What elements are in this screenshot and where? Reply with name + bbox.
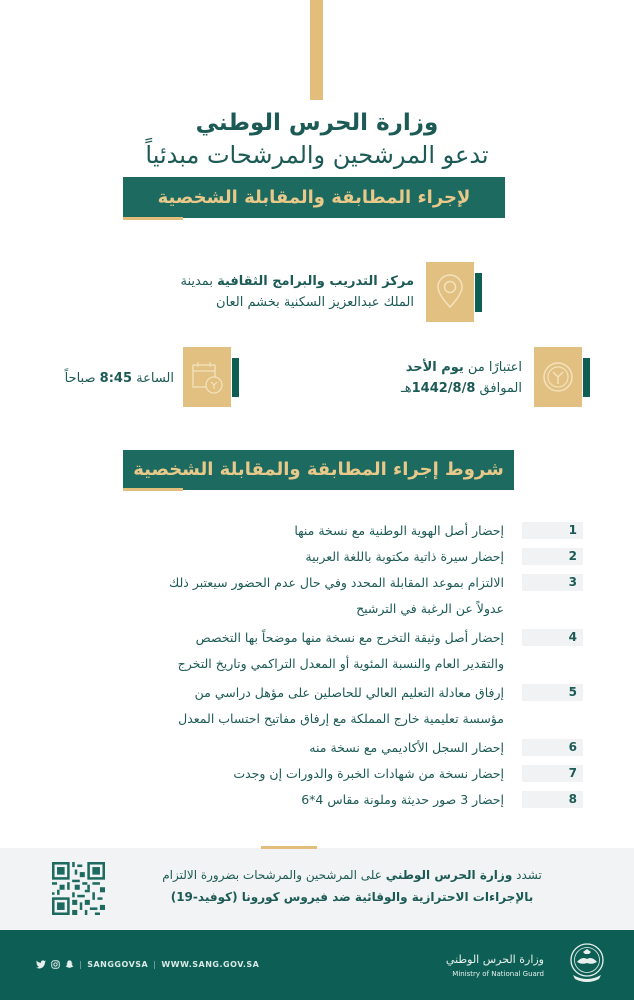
social-handle[interactable]: SANGGOVSA [87,960,149,969]
website-link[interactable]: WWW.SANG.GOV.SA [161,960,260,969]
time-icon-box [183,347,231,407]
condition-text: إحضار أصل الهوية الوطنية مع نسخة منها [294,523,504,538]
condition-text-continued: مؤسسة تعليمية خارج المملكة مع إرفاق مفاتيح احتساب المعدل [178,711,504,726]
condition-text: إحضار سيرة ذاتية مكتوبة باللغة العربية [305,549,504,564]
social-links [36,960,259,969]
snapchat-icon[interactable] [65,960,74,969]
condition-number: 4 [522,629,583,646]
top-decorative-line [310,0,323,100]
condition-text: إحضار 3 صور حديثة وملونة مقاس 4*6 [301,792,504,807]
condition-number: 2 [522,548,583,565]
location-name: مركز التدريب والبرامج الثقافية [217,274,414,289]
covid-line2: بالإجراءات الاحترازية والوقائية ضد فيروس كورونا (كوفيد-19) [170,890,534,904]
covid-ministry: وزارة الحرس الوطني [385,868,513,882]
banner-underline [123,217,183,220]
time-label: الساعة [132,371,174,386]
condition-number: 5 [522,684,583,701]
time-accent-bar [232,358,239,397]
condition-text: إحضار أصل وثيقة التخرج مع نسخة منها موضحاً بها التخصص [195,630,504,645]
date-accent-bar [583,358,590,397]
condition-text-continued: عدولاً عن الرغبة في الترشيح [356,601,504,616]
time-value: 8:45 [99,371,132,386]
date-suffix: هـ [400,381,412,396]
time-text [20,368,174,389]
conditions-list [0,520,634,820]
qr-code-icon[interactable] [52,862,105,915]
purpose-banner: لإجراء المطابقة والمقابلة الشخصية [123,177,505,218]
conditions-underline [123,488,183,491]
condition-text: إرفاق معادلة التعليم العالي للحاصلين على مؤهل دراسي من [194,685,504,700]
instagram-icon[interactable] [51,960,60,969]
twitter-icon[interactable] [36,960,46,969]
condition-text-continued: والتقدير العام والنسبة المئوية أو المعدل التراكمي وتاريخ التخرج [177,656,504,671]
date-icon-box [534,347,582,407]
date-label: الموافق [475,381,522,396]
condition-number: 7 [522,765,583,782]
condition-number: 6 [522,739,583,756]
condition-text: الالتزام بموعد المقابلة المحدد وفي حال عدم الحضور سيعتبر ذلك [168,575,504,590]
footer-ministry-english: Ministry of National Guard [452,970,544,978]
footer-ministry-arabic: وزارة الحرس الوطني [445,953,544,966]
covid-accent-bar [261,846,317,849]
date-value: 1442/8/8 [411,381,476,396]
location-suffix: بمدينة [180,274,218,289]
location-pin-icon [426,262,474,322]
divider: | [79,960,83,969]
condition-text: إحضار نسخة من شهادات الخبرة والدورات إن وجدت [233,766,504,781]
clock-icon [534,347,582,407]
covid-rest: على المرشحين والمرشحات بضرورة الالتزام [162,868,386,882]
location-text [60,271,414,313]
location-city: الملك عبدالعزيز السكنية بخشم العان [216,295,414,310]
calendar-clock-icon [183,347,231,407]
condition-number: 3 [522,574,583,591]
condition-number: 8 [522,791,583,808]
date-prefix: اعتبارًا من [463,360,522,375]
divider: | [153,960,157,969]
location-accent-bar [475,273,482,312]
covid-notice-text [120,864,584,908]
time-suffix: صباحاً [64,371,100,386]
conditions-title: شروط إجراء المطابقة والمقابلة الشخصية [123,450,514,490]
location-icon-box [426,262,474,322]
condition-number: 1 [522,522,583,539]
invitation-title: تدعو المرشحين والمرشحات مبدئياً [145,141,489,169]
covid-prefix: تشدد [512,868,542,882]
ministry-title: وزارة الحرس الوطني [195,110,439,136]
date-day: يوم الأحد [405,360,464,375]
date-text [300,357,522,399]
ministry-emblem-logo [568,942,606,984]
condition-text: إحضار السجل الأكاديمي مع نسخة منه [309,740,504,755]
